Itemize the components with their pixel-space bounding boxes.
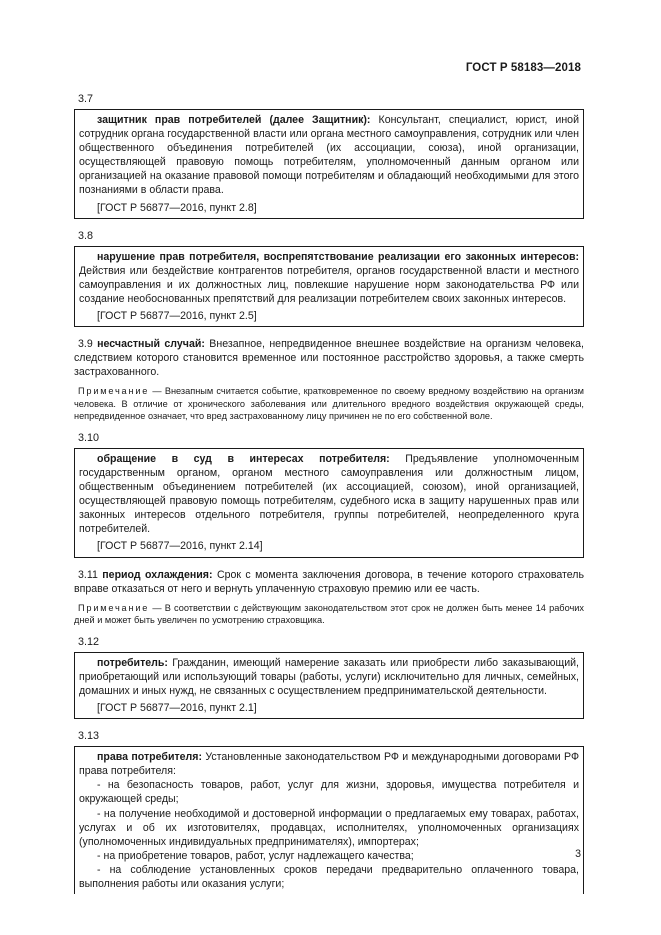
term-name: период охлаждения:: [102, 568, 213, 581]
term-number: 3.11: [78, 568, 98, 581]
term-number: 3.12: [78, 635, 100, 648]
note-label: Примечание: [78, 602, 150, 613]
term-definition: [79, 750, 579, 778]
term-definition: [79, 656, 579, 698]
term-reference: [ГОСТ Р 56877—2016, пункт 2.1]: [97, 702, 257, 715]
term-number: 3.9: [78, 338, 93, 351]
term-box-3-8: [74, 246, 584, 327]
note-text: — В соответствии с действующим законодательством этот срок не должен быть менее 14 рабочих дней и может быть увеличен по усмотрению страховщика.: [74, 602, 584, 626]
term-box-3-10: [74, 448, 584, 558]
term-name: потребитель:: [97, 656, 168, 669]
term-definition: [79, 113, 579, 198]
term-name: права потребителя:: [97, 751, 202, 764]
term-paragraph-3-9: [74, 337, 584, 379]
term-reference: [ГОСТ Р 56877—2016, пункт 2.14]: [97, 540, 263, 553]
document-standard-number: ГОСТ Р 58183—2018: [465, 62, 581, 74]
page-number: 3: [575, 848, 581, 860]
term-paragraph-3-11: [74, 568, 584, 596]
term-definition: [79, 250, 579, 306]
term-name: обращение в суд в интересах потребителя:: [97, 452, 390, 465]
term-text: Внезапное, непредвиденное внешнее воздействие на организм человека, следствием которого становится временное или постоянное расстройство здоровья, а также смерть застрахованного.: [74, 338, 584, 379]
term-text: Гражданин, имеющий намерение заказать или приобрести либо заказывающий, приобретающий или использующий товары (работы, услуги) исключительно для личных, семейных, домашних и иных нужд, не связанных с осуществлением предпринимательской деятельности.: [79, 656, 579, 697]
list-item: - на безопасность товаров, работ, услуг для жизни, здоровья, имущества потребителя и окружающей среды;: [79, 779, 579, 806]
list-item: - на соблюдение установленных сроков передачи предварительно оплаченного товара, выполнения работы или оказания услуги;: [79, 863, 579, 890]
note-label: Примечание: [78, 386, 150, 397]
term-reference: [ГОСТ Р 56877—2016, пункт 2.5]: [97, 310, 257, 323]
term-number: 3.8: [78, 229, 94, 242]
term-note: [74, 602, 584, 627]
term-name: нарушение прав потребителя, воспрепятствование реализации его законных интересов:: [97, 250, 579, 263]
term-box-3-13: [74, 746, 584, 894]
term-box-3-12: [74, 652, 584, 719]
term-text: Предъявление уполномоченным государственным органом, органом местного самоуправления или должностным лицом, общественным объединением потребителей (их ассоциацией, союзом), иной организацией, осуществляющей правовую помощь потребителям, судебного иска в защиту нарушенных прав или законных интересов отдельного потребителя, группы потребителей, неопределенного круга потребителей.: [79, 452, 580, 536]
document-body: [74, 92, 584, 894]
term-reference: [ГОСТ Р 56877—2016, пункт 2.8]: [97, 201, 257, 214]
term-text: Срок с момента заключения договора, в течение которого страхователь вправе отказаться от него и вернуть уплаченную страховую премию или ее часть.: [74, 568, 584, 595]
term-box-3-7: [74, 109, 584, 219]
term-text: Консультант, специалист, юрист, иной сотрудник органа государственной власти или органа местного самоуправления, сотрудник или член общественного объединения потребителей (их ассоциации, союза), иной организации, осуществляющей правовую помощь потребителям, уполномоченный данным органом или организацией на оказание правовой помощи потребителям и обладающий необходимыми для этого познаниями в области права.: [79, 114, 579, 197]
term-name: защитник прав потребителей (далее Защитник):: [97, 114, 371, 126]
term-note: [74, 385, 584, 423]
list-item: - на получение необходимой и достоверной информации о предлагаемых ему товарах, работах, услугах и об их изготовителях, продавцах, исполнителях, уполномоченных организациях (уполномоченных индивидуальных предпринимателях), импортерах;: [79, 807, 579, 848]
term-name: несчастный случай:: [97, 338, 205, 351]
term-number: 3.7: [78, 93, 94, 105]
term-number: 3.13: [78, 730, 100, 743]
list-item: - на приобретение товаров, работ, услуг надлежащего качества;: [97, 849, 414, 862]
term-text: Действия или бездействие контрагентов потребителя, органов государственной власти и местного самоуправления и их должностных лиц, повлекшие нарушение норм законодательства РФ или создание необоснованных препятствий для реализации потребителем своих законных интересов.: [79, 264, 579, 305]
term-number: 3.10: [78, 431, 100, 444]
note-text: — Внезапным считается событие, кратковременное по своему вредному воздействию на организм человека. В отличие от хронического заболевания или длительного вредного воздействия окружающей среды, непредвиденное означает, что вред застрахованному лицу причинен не по его собственной воле.: [74, 386, 584, 422]
term-text: Установленные законодательством РФ и международными договорами РФ права потребителя:: [79, 751, 580, 778]
term-definition: [79, 452, 579, 537]
